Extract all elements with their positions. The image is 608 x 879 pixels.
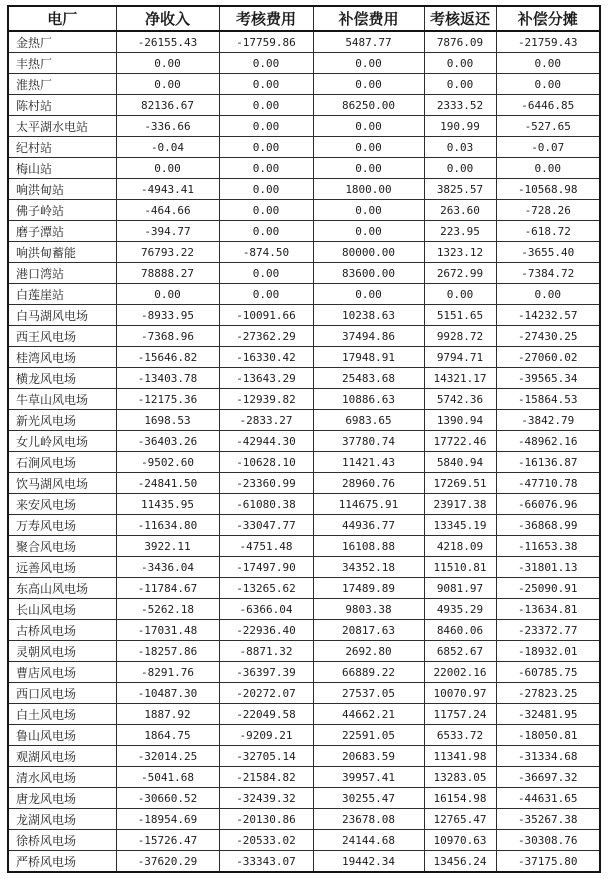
value-cell: 16154.98: [424, 788, 496, 809]
value-cell: -32014.25: [116, 746, 219, 767]
value-cell: -30308.76: [496, 830, 600, 851]
table-row: [8, 263, 600, 284]
value-cell: -728.26: [496, 200, 600, 221]
value-cell: 13283.05: [424, 767, 496, 788]
value-cell: 0.00: [116, 158, 219, 179]
table-row: [8, 368, 600, 389]
value-cell: 190.99: [424, 116, 496, 137]
table-row: [8, 347, 600, 368]
value-cell: 0.00: [219, 116, 313, 137]
table-row: [8, 767, 600, 788]
value-cell: 0.00: [219, 74, 313, 95]
value-cell: -35267.38: [496, 809, 600, 830]
value-cell: 5151.65: [424, 305, 496, 326]
table-body: [8, 31, 600, 872]
table-row: [8, 746, 600, 767]
value-cell: 0.00: [313, 53, 424, 74]
value-cell: -11784.67: [116, 578, 219, 599]
plant-name-cell: 太平湖水电站: [8, 116, 116, 137]
plant-name-cell: 东高山风电场: [8, 578, 116, 599]
value-cell: -15726.47: [116, 830, 219, 851]
value-cell: -66076.96: [496, 494, 600, 515]
table-row: [8, 704, 600, 725]
table-row: [8, 515, 600, 536]
column-header-net-income: 净收入: [116, 6, 219, 31]
value-cell: 10886.63: [313, 389, 424, 410]
value-cell: 17489.89: [313, 578, 424, 599]
value-cell: -17759.86: [219, 31, 313, 53]
value-cell: -20533.02: [219, 830, 313, 851]
plant-name-cell: 鲁山风电场: [8, 725, 116, 746]
table-row: [8, 31, 600, 53]
value-cell: -21584.82: [219, 767, 313, 788]
plant-name-cell: 清水风电场: [8, 767, 116, 788]
value-cell: 22002.16: [424, 662, 496, 683]
table-row: [8, 641, 600, 662]
value-cell: -13403.78: [116, 368, 219, 389]
value-cell: 4218.09: [424, 536, 496, 557]
value-cell: -527.65: [496, 116, 600, 137]
value-cell: 4935.29: [424, 599, 496, 620]
value-cell: 1323.12: [424, 242, 496, 263]
plant-name-cell: 淮热厂: [8, 74, 116, 95]
value-cell: 19442.34: [313, 851, 424, 873]
value-cell: 9794.71: [424, 347, 496, 368]
value-cell: 2672.99: [424, 263, 496, 284]
value-cell: -10568.98: [496, 179, 600, 200]
value-cell: -4751.48: [219, 536, 313, 557]
value-cell: -13634.81: [496, 599, 600, 620]
table-row: [8, 284, 600, 305]
value-cell: 44936.77: [313, 515, 424, 536]
value-cell: -10487.30: [116, 683, 219, 704]
value-cell: -25090.91: [496, 578, 600, 599]
table-row: [8, 95, 600, 116]
value-cell: 0.00: [313, 284, 424, 305]
plant-name-cell: 梅山站: [8, 158, 116, 179]
value-cell: 25483.68: [313, 368, 424, 389]
plant-name-cell: 纪村站: [8, 137, 116, 158]
value-cell: -32439.32: [219, 788, 313, 809]
table-row: [8, 242, 600, 263]
column-header-compensation-share: 补偿分摊: [496, 6, 600, 31]
value-cell: 11510.81: [424, 557, 496, 578]
table-row: [8, 200, 600, 221]
value-cell: 37780.74: [313, 431, 424, 452]
value-cell: 3825.57: [424, 179, 496, 200]
value-cell: -11634.80: [116, 515, 219, 536]
value-cell: -6446.85: [496, 95, 600, 116]
value-cell: 0.00: [219, 221, 313, 242]
value-cell: 20683.59: [313, 746, 424, 767]
value-cell: -17031.48: [116, 620, 219, 641]
value-cell: -5262.18: [116, 599, 219, 620]
value-cell: 2692.80: [313, 641, 424, 662]
value-cell: 0.00: [313, 116, 424, 137]
table-row: [8, 578, 600, 599]
value-cell: 11421.43: [313, 452, 424, 473]
value-cell: 11341.98: [424, 746, 496, 767]
table-row: [8, 221, 600, 242]
plant-name-cell: 新光风电场: [8, 410, 116, 431]
value-cell: 30255.47: [313, 788, 424, 809]
value-cell: -22936.40: [219, 620, 313, 641]
value-cell: -31801.13: [496, 557, 600, 578]
plant-name-cell: 白马湖风电场: [8, 305, 116, 326]
value-cell: -3655.40: [496, 242, 600, 263]
value-cell: -6366.04: [219, 599, 313, 620]
table-row: [8, 557, 600, 578]
value-cell: -15646.82: [116, 347, 219, 368]
value-cell: -36397.39: [219, 662, 313, 683]
value-cell: -7368.96: [116, 326, 219, 347]
plant-name-cell: 严桥风电场: [8, 851, 116, 873]
value-cell: -5041.68: [116, 767, 219, 788]
plant-name-cell: 曹店风电场: [8, 662, 116, 683]
table-row: [8, 809, 600, 830]
value-cell: 0.00: [496, 284, 600, 305]
value-cell: -36868.99: [496, 515, 600, 536]
plant-name-cell: 饮马湖风电场: [8, 473, 116, 494]
value-cell: -32705.14: [219, 746, 313, 767]
plant-name-cell: 磨子潭站: [8, 221, 116, 242]
value-cell: -12175.36: [116, 389, 219, 410]
value-cell: 3922.11: [116, 536, 219, 557]
value-cell: 0.00: [424, 53, 496, 74]
value-cell: 0.00: [313, 74, 424, 95]
value-cell: -30660.52: [116, 788, 219, 809]
table-row: [8, 620, 600, 641]
value-cell: -23360.99: [219, 473, 313, 494]
value-cell: 0.00: [219, 284, 313, 305]
value-cell: 0.00: [219, 137, 313, 158]
plant-name-cell: 徐桥风电场: [8, 830, 116, 851]
value-cell: -61080.38: [219, 494, 313, 515]
plant-name-cell: 西王风电场: [8, 326, 116, 347]
value-cell: -17497.90: [219, 557, 313, 578]
table-row: [8, 431, 600, 452]
value-cell: 34352.18: [313, 557, 424, 578]
value-cell: 76793.22: [116, 242, 219, 263]
value-cell: -26155.43: [116, 31, 219, 53]
plant-name-cell: 桂湾风电场: [8, 347, 116, 368]
value-cell: -33343.07: [219, 851, 313, 873]
value-cell: 0.00: [116, 284, 219, 305]
value-cell: -36403.26: [116, 431, 219, 452]
value-cell: 0.00: [219, 53, 313, 74]
value-cell: -10628.10: [219, 452, 313, 473]
value-cell: -37175.80: [496, 851, 600, 873]
value-cell: 9081.97: [424, 578, 496, 599]
plant-name-cell: 白莲崖站: [8, 284, 116, 305]
value-cell: -27362.29: [219, 326, 313, 347]
plant-name-cell: 龙湖风电场: [8, 809, 116, 830]
value-cell: 1390.94: [424, 410, 496, 431]
value-cell: 66889.22: [313, 662, 424, 683]
table-row: [8, 305, 600, 326]
value-cell: 11435.95: [116, 494, 219, 515]
value-cell: 0.00: [219, 179, 313, 200]
value-cell: 0.00: [424, 158, 496, 179]
column-header-compensation-fee: 补偿费用: [313, 6, 424, 31]
value-cell: 23678.08: [313, 809, 424, 830]
column-header-plant: 电厂: [8, 6, 116, 31]
value-cell: 0.00: [313, 200, 424, 221]
plant-name-cell: 佛子岭站: [8, 200, 116, 221]
value-cell: 28960.76: [313, 473, 424, 494]
value-cell: -22049.58: [219, 704, 313, 725]
value-cell: 0.00: [219, 263, 313, 284]
value-cell: -27430.25: [496, 326, 600, 347]
value-cell: 14321.17: [424, 368, 496, 389]
plant-name-cell: 西口风电场: [8, 683, 116, 704]
plant-name-cell: 观湖风电场: [8, 746, 116, 767]
value-cell: -21759.43: [496, 31, 600, 53]
value-cell: 5487.77: [313, 31, 424, 53]
value-cell: 17722.46: [424, 431, 496, 452]
plant-name-cell: 来安风电场: [8, 494, 116, 515]
value-cell: -3436.04: [116, 557, 219, 578]
value-cell: 0.00: [496, 74, 600, 95]
plant-name-cell: 女儿岭风电场: [8, 431, 116, 452]
value-cell: -27060.02: [496, 347, 600, 368]
value-cell: 78888.27: [116, 263, 219, 284]
value-cell: -10091.66: [219, 305, 313, 326]
value-cell: 22591.05: [313, 725, 424, 746]
value-cell: 0.00: [219, 200, 313, 221]
value-cell: -18954.69: [116, 809, 219, 830]
power-plant-settlement-table: [7, 5, 601, 873]
value-cell: 37494.86: [313, 326, 424, 347]
value-cell: 10970.63: [424, 830, 496, 851]
value-cell: 17269.51: [424, 473, 496, 494]
plant-name-cell: 白土风电场: [8, 704, 116, 725]
value-cell: 1864.75: [116, 725, 219, 746]
table-row: [8, 536, 600, 557]
value-cell: 0.00: [219, 158, 313, 179]
value-cell: 23917.38: [424, 494, 496, 515]
value-cell: 80000.00: [313, 242, 424, 263]
value-cell: -18932.01: [496, 641, 600, 662]
value-cell: 1887.92: [116, 704, 219, 725]
value-cell: 0.00: [424, 74, 496, 95]
value-cell: -60785.75: [496, 662, 600, 683]
table-row: [8, 851, 600, 873]
value-cell: 9928.72: [424, 326, 496, 347]
value-cell: 1800.00: [313, 179, 424, 200]
value-cell: -42944.30: [219, 431, 313, 452]
value-cell: -12939.82: [219, 389, 313, 410]
value-cell: -14232.57: [496, 305, 600, 326]
value-cell: 0.00: [116, 74, 219, 95]
table-row: [8, 389, 600, 410]
plant-name-cell: 金热厂: [8, 31, 116, 53]
value-cell: -0.07: [496, 137, 600, 158]
value-cell: -36697.32: [496, 767, 600, 788]
value-cell: -39565.34: [496, 368, 600, 389]
table-row: [8, 158, 600, 179]
value-cell: 6983.65: [313, 410, 424, 431]
value-cell: 6852.67: [424, 641, 496, 662]
value-cell: 39957.41: [313, 767, 424, 788]
table-row: [8, 74, 600, 95]
plant-name-cell: 远善风电场: [8, 557, 116, 578]
value-cell: 10070.97: [424, 683, 496, 704]
value-cell: -9209.21: [219, 725, 313, 746]
header-row: [8, 6, 600, 31]
value-cell: -2833.27: [219, 410, 313, 431]
table-row: [8, 137, 600, 158]
value-cell: -47710.78: [496, 473, 600, 494]
column-header-assessment-fee: 考核费用: [219, 6, 313, 31]
table-row: [8, 53, 600, 74]
value-cell: 17948.91: [313, 347, 424, 368]
value-cell: -618.72: [496, 221, 600, 242]
value-cell: 0.00: [219, 95, 313, 116]
value-cell: -24841.50: [116, 473, 219, 494]
table-row: [8, 830, 600, 851]
table-row: [8, 788, 600, 809]
value-cell: 0.00: [496, 158, 600, 179]
value-cell: 1698.53: [116, 410, 219, 431]
value-cell: 82136.67: [116, 95, 219, 116]
value-cell: 0.03: [424, 137, 496, 158]
value-cell: -31334.68: [496, 746, 600, 767]
value-cell: 0.00: [313, 221, 424, 242]
table-row: [8, 326, 600, 347]
table-row: [8, 410, 600, 431]
table-row: [8, 683, 600, 704]
value-cell: -394.77: [116, 221, 219, 242]
value-cell: -16330.42: [219, 347, 313, 368]
value-cell: 27537.05: [313, 683, 424, 704]
value-cell: -8871.32: [219, 641, 313, 662]
value-cell: -3842.79: [496, 410, 600, 431]
table-row: [8, 662, 600, 683]
value-cell: -4943.41: [116, 179, 219, 200]
value-cell: -13265.62: [219, 578, 313, 599]
value-cell: 223.95: [424, 221, 496, 242]
value-cell: -336.66: [116, 116, 219, 137]
value-cell: -27823.25: [496, 683, 600, 704]
value-cell: -15864.53: [496, 389, 600, 410]
value-cell: 5742.36: [424, 389, 496, 410]
table-row: [8, 179, 600, 200]
plant-name-cell: 聚合风电场: [8, 536, 116, 557]
value-cell: 8460.06: [424, 620, 496, 641]
plant-name-cell: 石涧风电场: [8, 452, 116, 473]
table-row: [8, 452, 600, 473]
plant-name-cell: 港口湾站: [8, 263, 116, 284]
value-cell: -11653.38: [496, 536, 600, 557]
value-cell: -9502.60: [116, 452, 219, 473]
value-cell: 5840.94: [424, 452, 496, 473]
value-cell: -464.66: [116, 200, 219, 221]
value-cell: -0.04: [116, 137, 219, 158]
value-cell: -874.50: [219, 242, 313, 263]
plant-name-cell: 横龙风电场: [8, 368, 116, 389]
value-cell: 6533.72: [424, 725, 496, 746]
value-cell: 9803.38: [313, 599, 424, 620]
value-cell: -32481.95: [496, 704, 600, 725]
plant-name-cell: 万寿风电场: [8, 515, 116, 536]
value-cell: 0.00: [496, 53, 600, 74]
value-cell: -48962.16: [496, 431, 600, 452]
value-cell: -44631.65: [496, 788, 600, 809]
value-cell: 83600.00: [313, 263, 424, 284]
plant-name-cell: 长山风电场: [8, 599, 116, 620]
value-cell: 24144.68: [313, 830, 424, 851]
value-cell: 2333.52: [424, 95, 496, 116]
value-cell: 10238.63: [313, 305, 424, 326]
value-cell: -20130.86: [219, 809, 313, 830]
value-cell: 16108.88: [313, 536, 424, 557]
value-cell: 0.00: [424, 284, 496, 305]
value-cell: 20817.63: [313, 620, 424, 641]
value-cell: -8291.76: [116, 662, 219, 683]
value-cell: -7384.72: [496, 263, 600, 284]
value-cell: 114675.91: [313, 494, 424, 515]
plant-name-cell: 唐龙风电场: [8, 788, 116, 809]
value-cell: -37620.29: [116, 851, 219, 873]
value-cell: 13345.19: [424, 515, 496, 536]
value-cell: -18257.86: [116, 641, 219, 662]
column-header-assessment-refund: 考核返还: [424, 6, 496, 31]
value-cell: -8933.95: [116, 305, 219, 326]
table-row: [8, 473, 600, 494]
value-cell: 86250.00: [313, 95, 424, 116]
table-row: [8, 725, 600, 746]
table-row: [8, 599, 600, 620]
value-cell: -18050.81: [496, 725, 600, 746]
value-cell: 11757.24: [424, 704, 496, 725]
plant-name-cell: 响洪甸站: [8, 179, 116, 200]
table-row: [8, 494, 600, 515]
value-cell: -33047.77: [219, 515, 313, 536]
value-cell: 44662.21: [313, 704, 424, 725]
value-cell: -13643.29: [219, 368, 313, 389]
value-cell: -16136.87: [496, 452, 600, 473]
value-cell: 0.00: [313, 158, 424, 179]
value-cell: 7876.09: [424, 31, 496, 53]
plant-name-cell: 灵朝风电场: [8, 641, 116, 662]
plant-name-cell: 陈村站: [8, 95, 116, 116]
value-cell: 12765.47: [424, 809, 496, 830]
plant-name-cell: 牛草山风电场: [8, 389, 116, 410]
table-row: [8, 116, 600, 137]
value-cell: 0.00: [313, 137, 424, 158]
value-cell: -23372.77: [496, 620, 600, 641]
value-cell: 263.60: [424, 200, 496, 221]
value-cell: 0.00: [116, 53, 219, 74]
value-cell: 13456.24: [424, 851, 496, 873]
plant-name-cell: 丰热厂: [8, 53, 116, 74]
plant-name-cell: 古桥风电场: [8, 620, 116, 641]
plant-name-cell: 响洪甸蓄能: [8, 242, 116, 263]
value-cell: -20272.07: [219, 683, 313, 704]
